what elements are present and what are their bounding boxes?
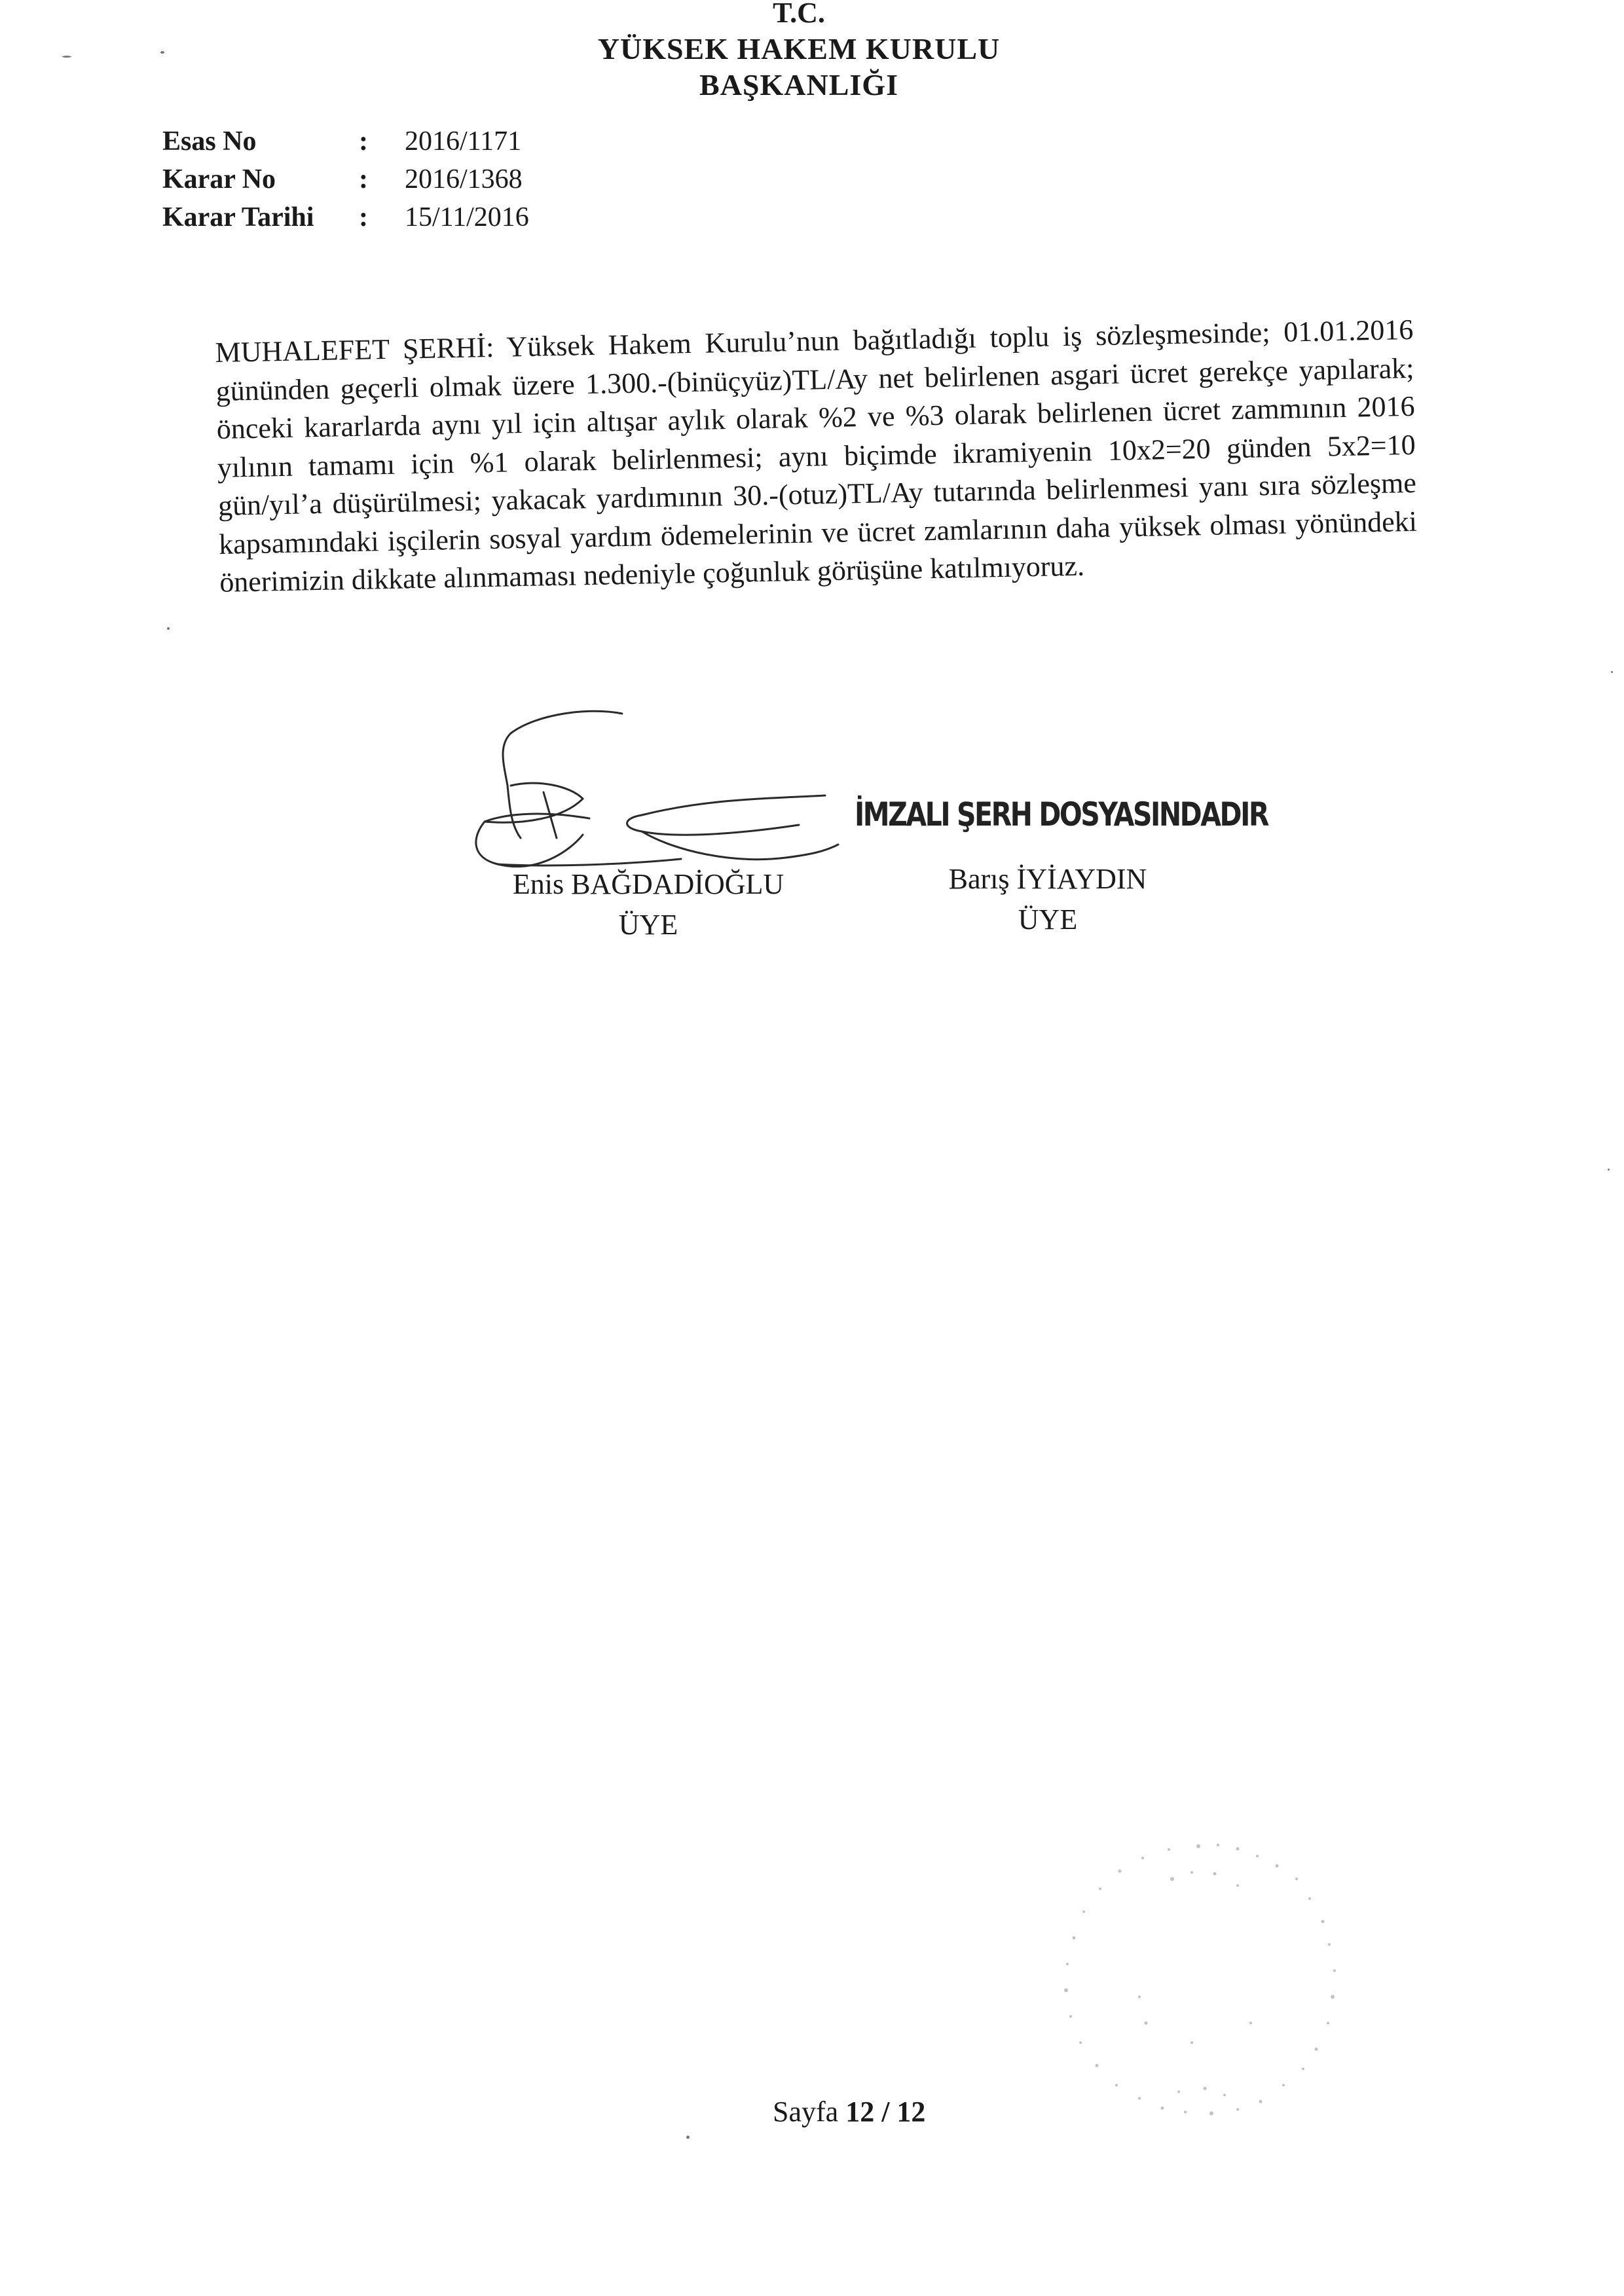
page-label: Sayfa bbox=[773, 2096, 839, 2128]
meta-value: 2016/1368 bbox=[405, 164, 523, 194]
dissent-opinion-text: MUHALEFET ŞERHİ: Yüksek Hakem Kurulu’nun bağıtladığı toplu iş sözleşmesinde; 01.01.2016 gününden geçerli olmak üzere 1.300.-(binüçyüz)TL/Ay net belirlenen asgari ücret gerekçe yapılarak; önceki kararlarda aynı yıl için altışar aylık olarak %2 ve %3 olarak belirlenen ücret zammının 2016 yılının tamamı için %1 olarak belirlenmesi; aynı biçimde ikramiyenin 10x2=20 günden 5x2=10 gün/yıl’a düşürülmesi; yakacak yardımının 30.-(otuz)TL/Ay tutarında belirlenmesi yanı sıra sözleşme kapsamındaki işçilerin sosyal yardım ödemelerinin ve ücret zamlarının daha yüksek olması yönündeki önerimizin dikkate alınmaması nedeniyle çoğunluk görüşüne katılmıyoruz. bbox=[215, 313, 1418, 598]
meta-row-karar-tarihi bbox=[162, 202, 529, 240]
signatory-role: ÜYE bbox=[618, 909, 678, 941]
page-number bbox=[773, 2095, 925, 2128]
meta-label: Esas No bbox=[162, 126, 257, 156]
signature-block-right bbox=[864, 859, 1231, 940]
meta-row-esas-no bbox=[162, 126, 529, 164]
faded-seal-stamp bbox=[1041, 1827, 1356, 2141]
signed-dissent-stamp: İMZALI ŞERH DOSYASINDADIR bbox=[855, 795, 1268, 833]
header-tc: T.C. bbox=[773, 0, 825, 29]
current-page: 12 bbox=[845, 2096, 875, 2128]
total-pages: 12 bbox=[896, 2096, 926, 2128]
scan-speck bbox=[1611, 671, 1613, 673]
page-separator: / bbox=[881, 2096, 890, 2128]
meta-colon: : bbox=[359, 164, 368, 194]
signatory-name: Enis BAĞDADİOĞLU bbox=[512, 868, 784, 900]
meta-colon: : bbox=[359, 126, 368, 156]
scan-speck bbox=[686, 2136, 690, 2139]
meta-label: Karar Tarihi bbox=[162, 202, 314, 232]
header-presidency: BAŞKANLIĞI bbox=[699, 67, 898, 101]
scan-speck bbox=[62, 56, 71, 58]
header-institution: YÜKSEK HAKEM KURULU bbox=[597, 31, 1001, 65]
scan-speck bbox=[167, 627, 170, 630]
meta-value: 2016/1171 bbox=[405, 126, 522, 156]
meta-value: 15/11/2016 bbox=[405, 202, 529, 232]
signatory-role: ÜYE bbox=[1018, 903, 1078, 936]
signatory-name: Barış İYİAYDIN bbox=[948, 863, 1147, 895]
scan-speck bbox=[1608, 1169, 1610, 1171]
meta-label: Karar No bbox=[162, 164, 276, 194]
signature-block-left bbox=[465, 864, 832, 945]
meta-row-karar-no bbox=[162, 164, 529, 202]
scan-speck bbox=[160, 51, 164, 54]
meta-colon: : bbox=[359, 202, 368, 232]
document-header bbox=[537, 0, 1061, 103]
case-meta bbox=[162, 126, 529, 240]
